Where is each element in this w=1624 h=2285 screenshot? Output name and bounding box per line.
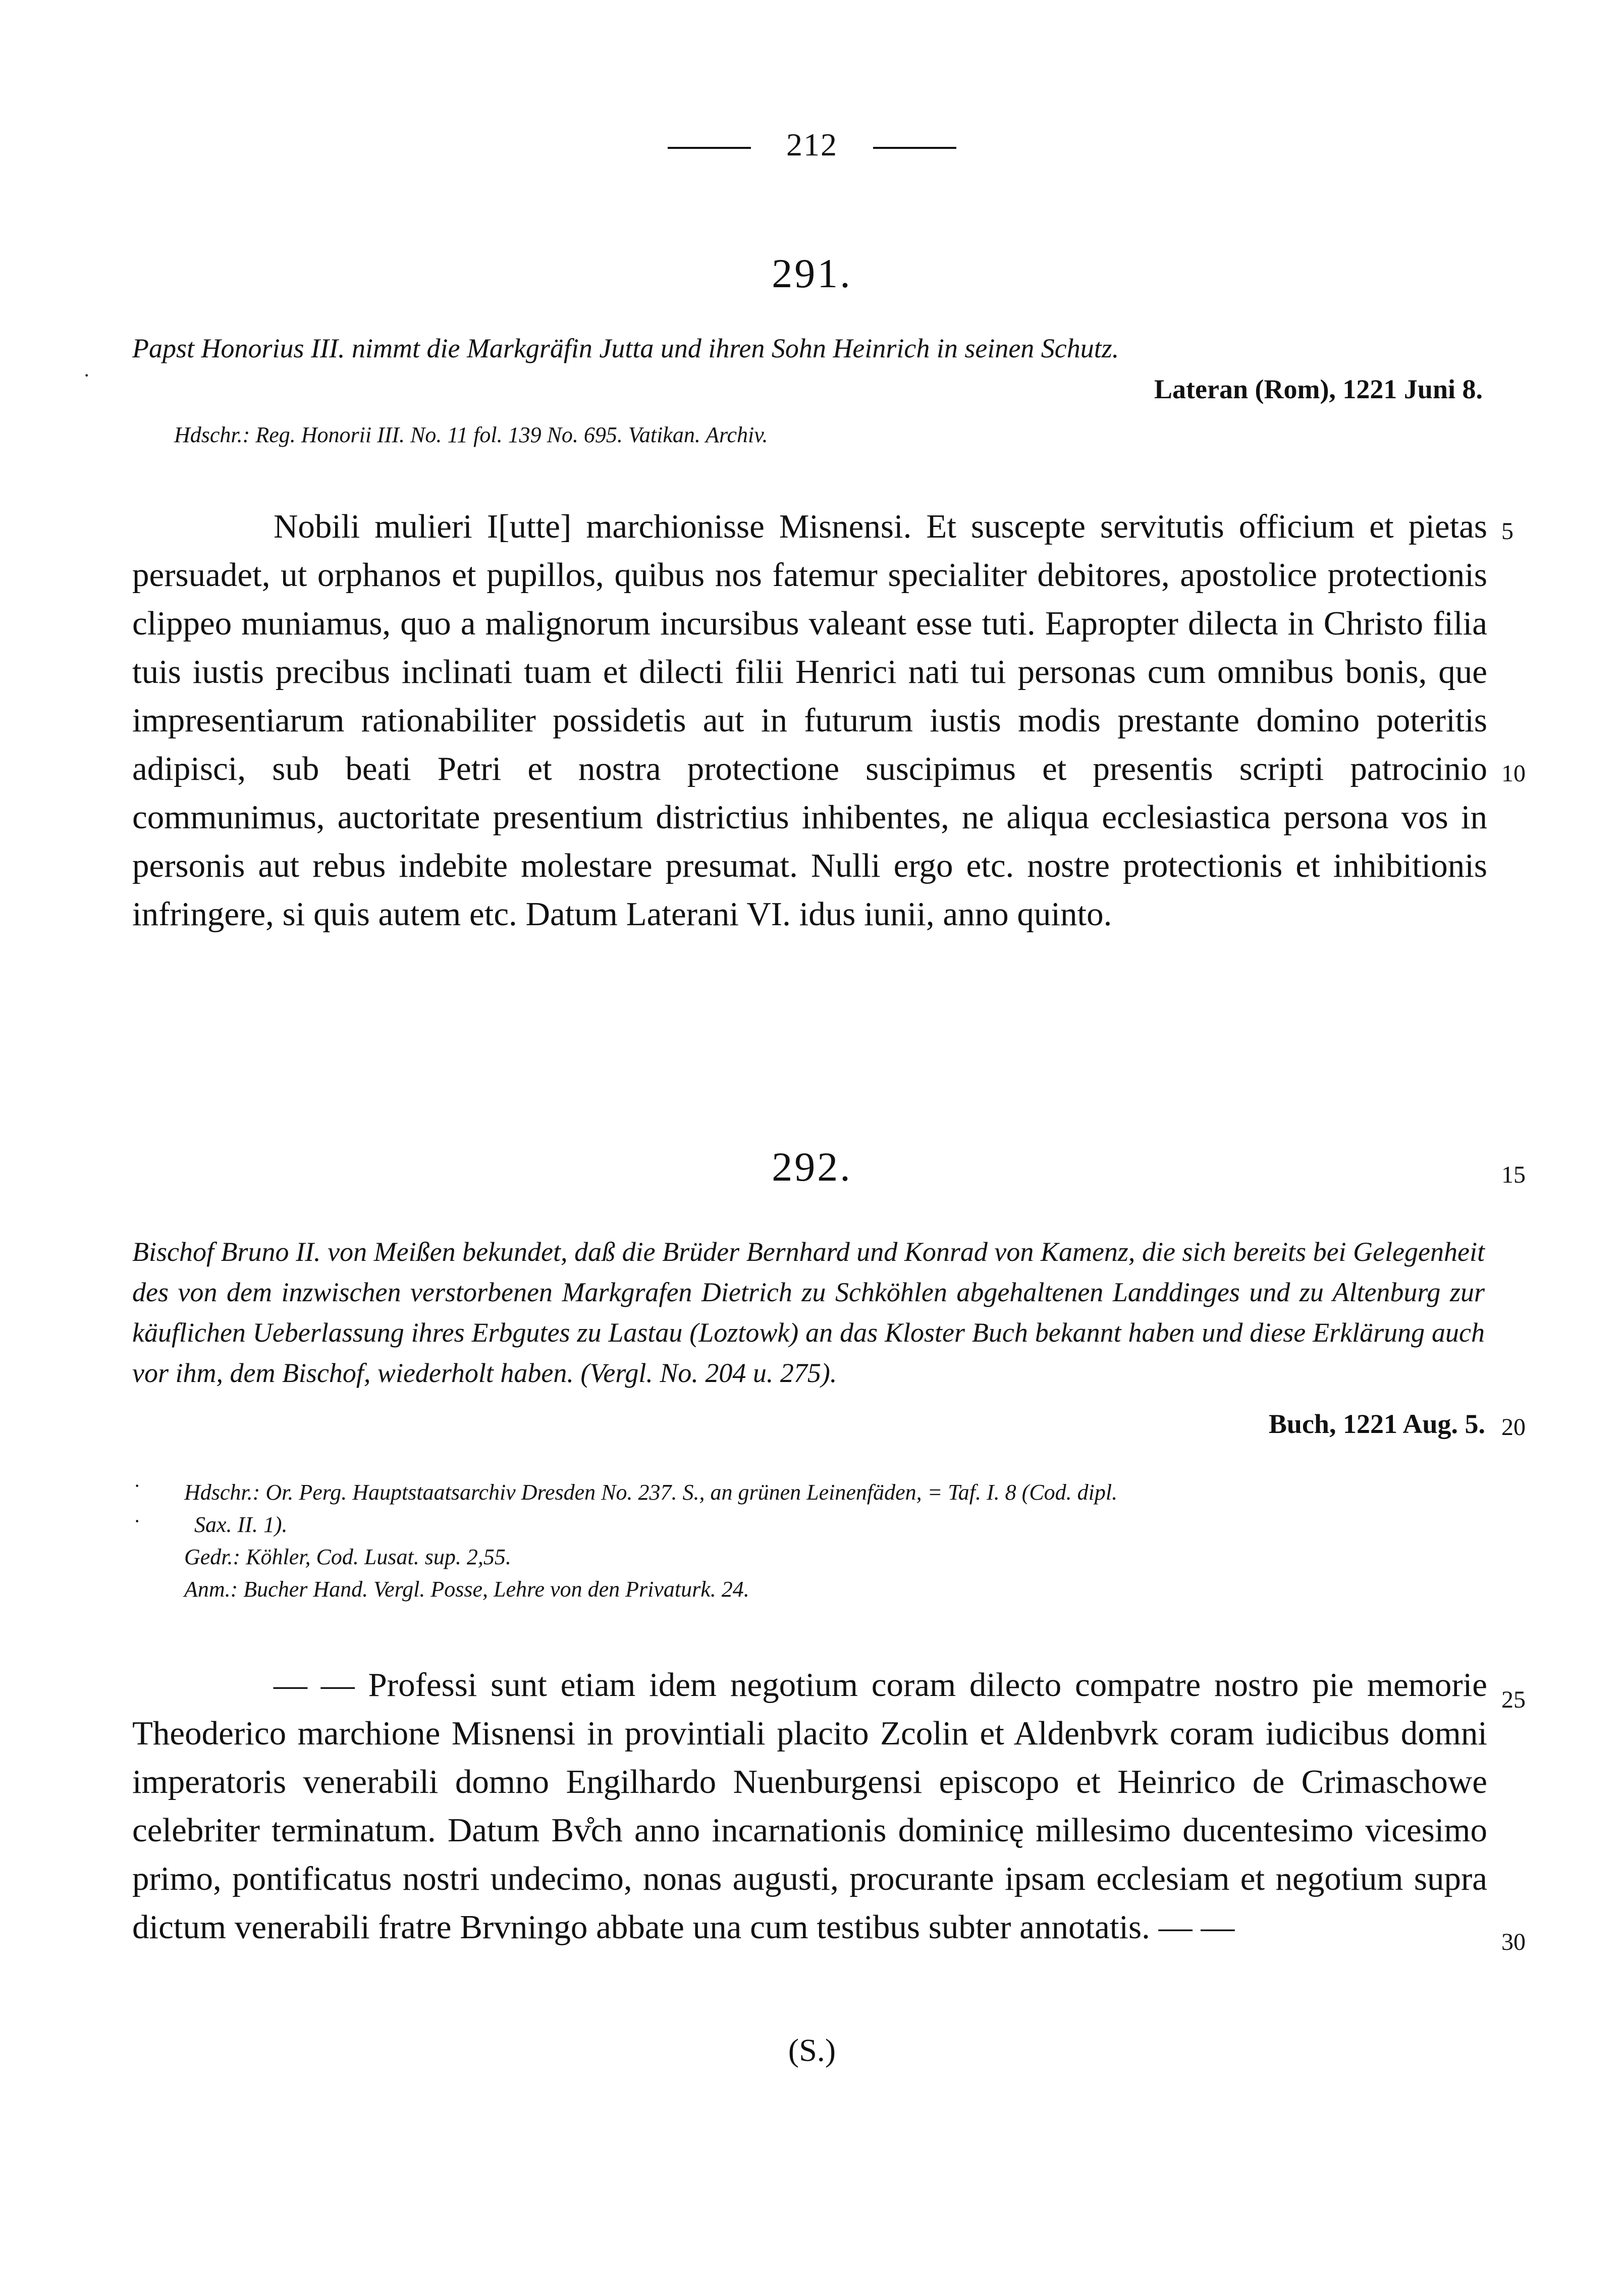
header-rule-left: [668, 147, 751, 149]
page-number: 212: [786, 127, 838, 163]
line-number: 10: [1501, 760, 1526, 787]
print-speck: ·: [134, 1474, 141, 1497]
line-number: 20: [1501, 1414, 1526, 1441]
print-speck: ·: [83, 364, 90, 387]
line-number: 5: [1501, 518, 1513, 545]
regest-title-292: Bischof Bruno II. von Meißen bekundet, daß die Brüder Bernhard und Konrad von Kamenz, die sich bereits bei Gelegenheit des von dem inzwischen verstorbenen Markgrafen Dietrich zu Schköhlen abgehaltenen Landdinges und zu Altenburg zur käuflichen Ueberlassung ihres Erbgutes zu Lastau (Loztowk) an das Kloster Buch bekannt haben und diese Erklärung auch vor ihm, dem Bischof, wiederholt haben. (Vergl. No. 204 u. 275).: [132, 1237, 1485, 1388]
charter-paragraph: Nobili mulieri I[utte] marchionisse Misnensi. Et suscepte servitutis officium et pietas persuadet, ut orphanos et pupillos, quibus nos fatemur specialiter debitores, apostolice protectionis clippeo muniamus, quo a malignorum incursibus valeant esse tuti. Eapropter dilecta in Christo filia tuis iustis precibus inclinati tuam et dilecti filii Henrici nati tui personas cum omnibus bonis, que impresentiarum rationabiliter possidetis aut in futurum iustis modis prestante domino poteritis adipisci, sub beati Petri et nostra protectione suscipimus et presentis scripti patrocinio communimus, auctoritate presentium districtius inhibentes, ne aliqua ecclesiastica persona vos in personis aut rebus indebite molestare presumat. Nulli ergo etc. nostre protectionis et inhibitionis infringere, si quis autem etc. Datum Laterani VI. idus iunii, anno quinto.: [132, 508, 1487, 933]
place-date-291: Lateran (Rom), 1221 Juni 8.: [1154, 374, 1483, 404]
source-note-291: [174, 419, 1476, 451]
header-rule-right: [873, 147, 956, 149]
note-handschrift: Hdschr.: Or. Perg. Hauptstaatsarchiv Dresden No. 237. S., an grünen Leinenfäden, = Taf. I. 8 (Cod. dipl.: [184, 1480, 1118, 1505]
document-number-292: 292.: [772, 1144, 852, 1190]
seal-mark: (S.): [788, 2032, 836, 2068]
note-handschrift-cont: Sax. II. 1).: [194, 1512, 288, 1537]
page-header: [0, 126, 1624, 164]
source-line: Hdschr.: Reg. Honorii III. No. 11 fol. 139 No. 695. Vatikan. Archiv.: [174, 422, 768, 447]
charter-text-291: [132, 502, 1487, 938]
note-gedruckt: Gedr.: Köhler, Cod. Lusat. sup. 2,55.: [184, 1545, 511, 1569]
line-number: 25: [1501, 1686, 1526, 1713]
print-speck: ·: [134, 1510, 141, 1532]
note-anmerkung: Anm.: Bucher Hand. Vergl. Posse, Lehre von den Privaturk. 24.: [184, 1577, 749, 1602]
line-number: 15: [1501, 1161, 1526, 1188]
document-number-291: 291.: [772, 250, 852, 296]
charter-text-292: [132, 1661, 1487, 1951]
place-date-292: Buch, 1221 Aug. 5.: [1268, 1409, 1485, 1439]
regest-title-291: Papst Honorius III. nimmt die Markgräfin Jutta und ihren Sohn Heinrich in seinen Schutz.: [132, 333, 1119, 363]
line-number: 30: [1501, 1929, 1526, 1955]
charter-paragraph: — — Professi sunt etiam idem negotium coram dilecto compatre nostro pie memorie Theoderico marchione Misnensi in provintiali placito Zcolin et Aldenbvrk coram iudicibus domni imperatoris venerabili domno Engilhardo Nuenburgensi episcopo et Heinrico de Crimaschowe celebriter terminatum. Datum Bv̊ch anno incarnationis dominicę millesimo ducentesimo vicesimo primo, pontificatus nostri undecimo, nonas augusti, procurante ipsam ecclesiam et negotium supra dictum venerabili fratre Brvningo abbate una cum testibus subter annotatis. — —: [132, 1666, 1487, 1946]
source-notes-292: [184, 1476, 1486, 1606]
